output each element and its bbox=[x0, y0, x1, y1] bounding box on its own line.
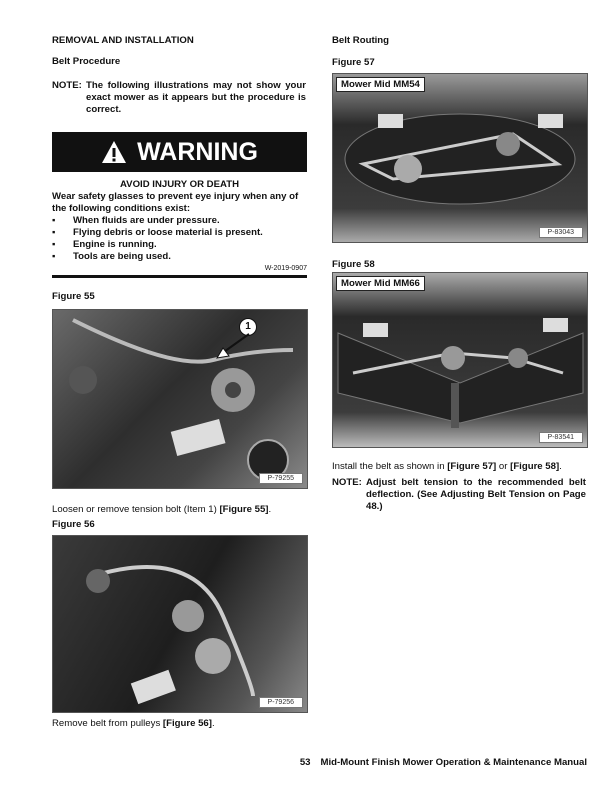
note-label: NOTE: bbox=[332, 477, 362, 488]
photo-id: P-83541 bbox=[539, 432, 583, 443]
section-heading: REMOVAL AND INSTALLATION bbox=[52, 35, 194, 46]
figure-58-title: Figure 58 bbox=[332, 259, 375, 270]
subheading: Belt Procedure bbox=[52, 56, 121, 67]
mower-deck-illustration bbox=[53, 536, 307, 712]
note-label: NOTE: bbox=[52, 80, 82, 91]
note-text: The following illustrations may not show your exact mower as it appears but the procedure is correct. bbox=[86, 80, 306, 115]
step-loosen-tension-bolt: Loosen or remove tension bolt (Item 1) [Figure 55]. bbox=[52, 504, 272, 515]
footer bbox=[300, 757, 587, 769]
figure-58-photo bbox=[332, 272, 588, 448]
step-remove-belt: Remove belt from pulleys [Figure 56]. bbox=[52, 718, 215, 729]
note bbox=[332, 477, 587, 517]
callout-1: 1 bbox=[239, 318, 257, 336]
figure-55-link[interactable]: [Figure 55] bbox=[219, 504, 269, 515]
note bbox=[52, 80, 307, 120]
warning-item: ▪ Tools are being used. bbox=[52, 251, 171, 262]
install-belt-text: Install the belt as shown in [Figure 57] or [Figure 58]. bbox=[332, 461, 562, 472]
figure-57-title: Figure 57 bbox=[332, 57, 375, 68]
warning-subtitle: AVOID INJURY OR DEATH bbox=[119, 179, 240, 190]
callout-arrow-icon bbox=[213, 332, 253, 362]
figure-56-photo bbox=[52, 535, 308, 713]
figure-58-caption: Mower Mid MM66 bbox=[336, 276, 425, 291]
mower-deck-illustration bbox=[333, 74, 587, 242]
belt-routing-heading: Belt Routing bbox=[332, 35, 390, 46]
manual-title: Mid-Mount Finish Mower Operation & Maintenance Manual bbox=[320, 757, 587, 768]
mower-deck-illustration bbox=[53, 310, 307, 488]
photo-id: P-79255 bbox=[259, 473, 303, 484]
figure-57-caption: Mower Mid MM54 bbox=[336, 77, 425, 92]
warning-intro: Wear safety glasses to prevent eye injury when any of the following conditions exist: bbox=[52, 191, 299, 214]
warning-item: ▪ Flying debris or loose material is present. bbox=[52, 227, 263, 238]
figure-56-title: Figure 56 bbox=[52, 519, 95, 530]
figure-57-link[interactable]: [Figure 57] bbox=[447, 461, 497, 472]
figure-55-photo bbox=[52, 309, 308, 489]
note-text: Adjust belt tension to the recommended belt deflection. (See Adjusting Belt Tension on Page 48.) bbox=[366, 477, 586, 512]
photo-id: P-79256 bbox=[259, 697, 303, 708]
warning-title: WARNING bbox=[137, 137, 258, 166]
mower-deck-illustration bbox=[333, 273, 587, 447]
warning-item: ▪ Engine is running. bbox=[52, 239, 157, 250]
page-number: 53 bbox=[299, 757, 311, 768]
photo-id: P-83043 bbox=[539, 227, 583, 238]
figure-58-link[interactable]: [Figure 58] bbox=[510, 461, 560, 472]
figure-56-link[interactable]: [Figure 56] bbox=[162, 718, 212, 729]
figure-55-title: Figure 55 bbox=[52, 291, 95, 302]
divider bbox=[52, 275, 307, 278]
figure-57-photo bbox=[332, 73, 588, 243]
warning-code: W-2019-0907 bbox=[264, 265, 307, 272]
warning-list bbox=[52, 215, 307, 263]
warning-triangle-icon bbox=[101, 140, 127, 164]
warning-banner bbox=[52, 132, 307, 172]
warning-item: ▪ When fluids are under pressure. bbox=[52, 215, 220, 226]
